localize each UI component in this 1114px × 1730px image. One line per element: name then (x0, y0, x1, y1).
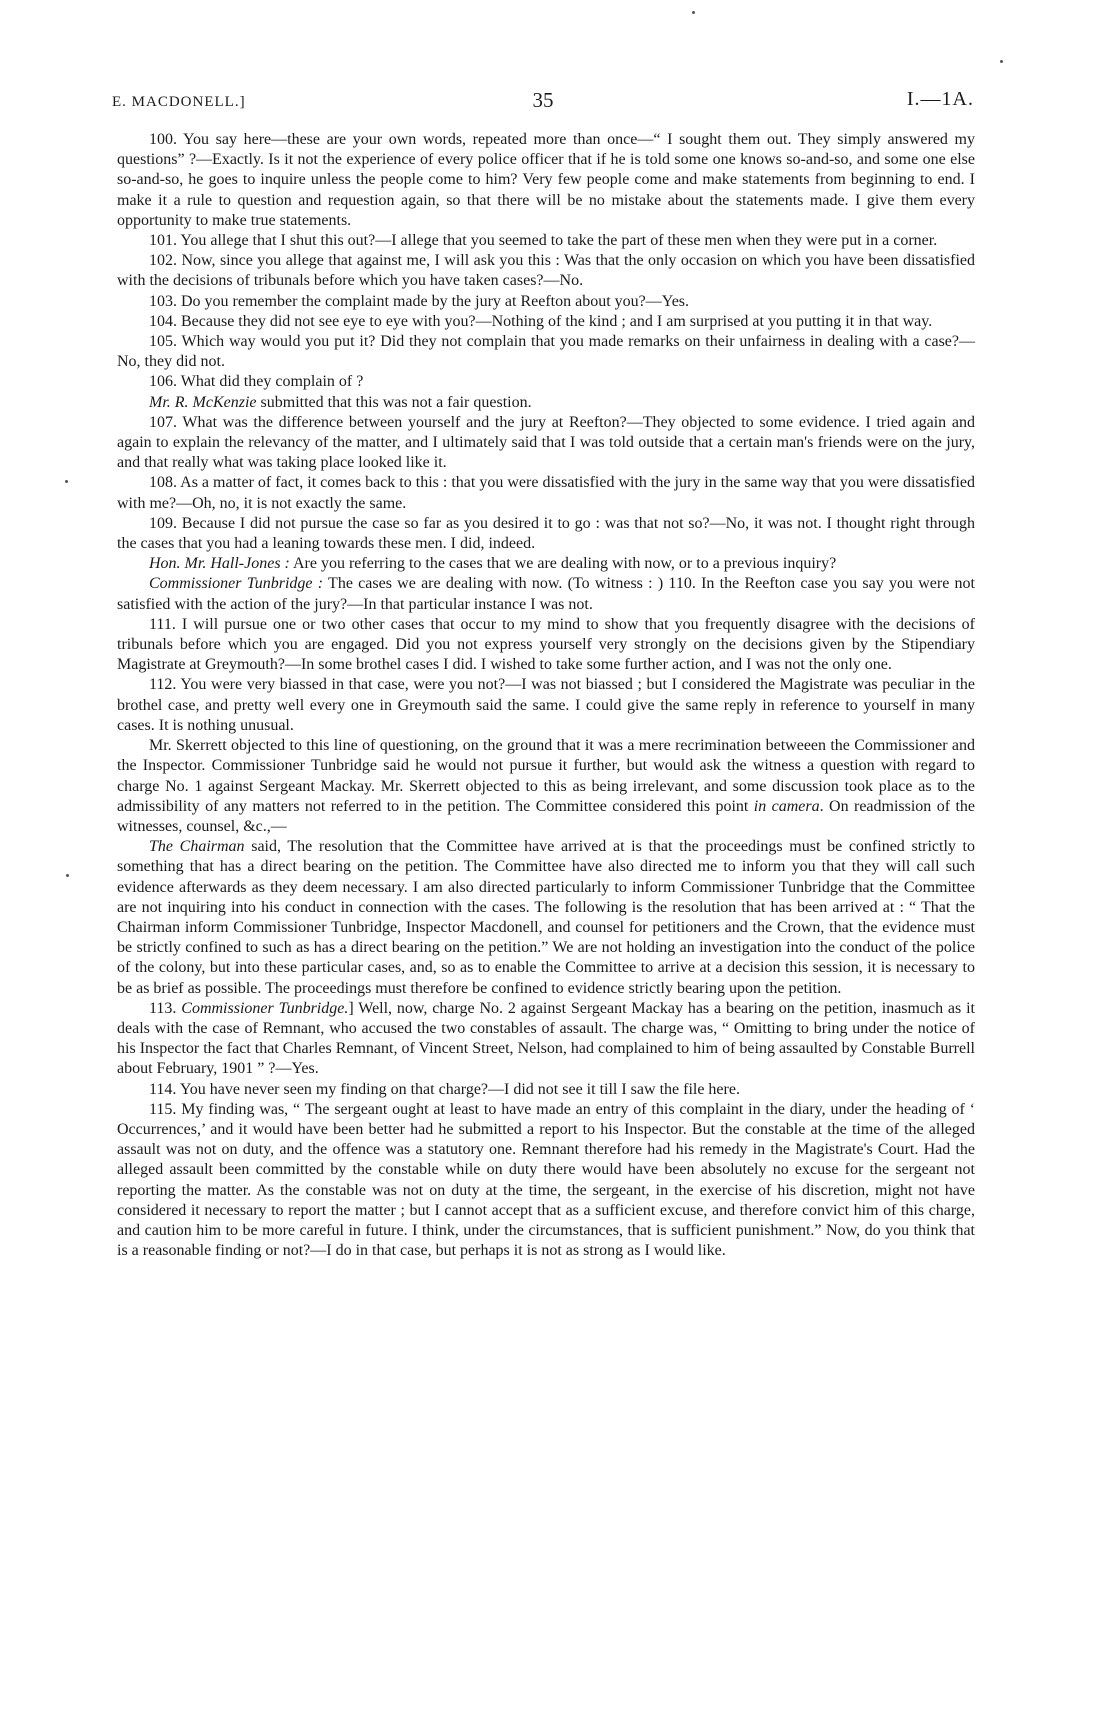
paragraph-text: said, The resolution that the Committee have arrived at is that the proceedings must be confined strictly to something that has a direct bearing on the petition. The Committee have also directed me to inform you that they will call such evidence afterwards as they deem necessary. I am also directed particularly to inform Commissioner Tunbridge that the Committee are not inquiring into his conduct in connection with the cases. The following is the resolution that has been arrived at : “ That the Chairman inform Commissioner Tunbridge, Inspector Macdonell, and counsel for petitioners and the Crown, that the evidence must be strictly confined to such as has a direct bearing on the petition.” We are not holding an investigation into the conduct of the police of the colony, but into these particular cases, and, so as to enable the Committee to arrive at a decision this session, it is necessary to be as brief as possible. The proceedings must therefore be confined to evidence strictly bearing upon the petition. (117, 838, 976, 997)
paragraph (117, 251, 975, 291)
paragraph (117, 312, 975, 332)
paragraph-text-end: . On readmission of the witnesses, counsel, &c.,— (117, 797, 976, 835)
paragraph-text: 106. What did they complain of ? (149, 373, 364, 391)
question-number: 113. (149, 999, 182, 1017)
paragraph-text: 108. As a matter of fact, it comes back to this : that you were dissatisfied with the jury in the same way that you were dissatisfied with me?—Oh, no, it is not exactly the same. (117, 474, 975, 512)
speaker-name: Commissioner Tunbridge. (181, 999, 349, 1017)
page-number: 35 (532, 88, 554, 112)
paragraph (117, 372, 975, 392)
paragraph-text: 115. My finding was, “ The sergeant ought at least to have made an entry of this complaint in the diary, under the heading of ‘ Occurrences,’ and it would have been better had he submitted a report to his Inspector. But the constable at the time of the alleged assault was not on duty, and the offence was a statutory one. Remnant therefore had his remedy in the Magistrate's Court. Had the alleged assault been committed by the constable while on duty there would have been absolutely no excuse for the sergeant not reporting the matter. As the constable was not on duty at the time, the sergeant, in the exercise of his discretion, might not have considered it necessary to report the matter ; but I cannot accept that as a sufficient excuse, and therefore convict him of this charge, and caution him to be more careful in future. I think, under the circumstances, that is sufficient punishment.” Now, do you think that is a reasonable finding or not?—I do in that case, but perhaps it is not as strong as I would like. (117, 1100, 975, 1260)
paragraph (117, 1080, 975, 1100)
paragraph (117, 413, 975, 474)
document-body (117, 130, 975, 1261)
speaker-name: Hon. Mr. Hall-Jones : (149, 555, 290, 573)
paragraph-text: Are you referring to the cases that we are dealing with now, or to a previous inquiry? (289, 555, 837, 573)
paragraph-text: Mr. Skerrett objected to this line of questioning, on the ground that it was a mere recrimination betweeen the Commissioner and the Inspector. Commissioner Tunbridge said he would not pursue it further, but would ask the witness a question with regard to charge No. 1 against Sergeant Mackay. Mr. Skerrett objected to this as being irrelevant, and some discussion took place as to the admissibility of any matters not referred to in the petition. The Committee considered this point (117, 737, 975, 815)
scan-speck (1000, 60, 1003, 63)
paragraph-text: 104. Because they did not see eye to eye with you?—Nothing of the kind ; and I am surprised at you putting it in that way. (149, 312, 933, 330)
paragraph-text: 114. You have never seen my finding on that charge?—I did not see it till I saw the file here. (149, 1080, 740, 1098)
paragraph (117, 554, 975, 574)
header-witness-name: E. MACDONELL.] (112, 94, 246, 110)
paragraph (117, 574, 975, 614)
scan-speck (65, 480, 68, 483)
paragraph-text: submitted that this was not a fair question. (256, 393, 532, 411)
speaker-name: Commissioner Tunbridge : (149, 575, 324, 593)
speaker-name: Mr. R. McKenzie (149, 393, 257, 411)
paragraph-text: 109. Because I did not pursue the case so far as you desired it to go : was that not so?—No, it was not. I thought right through the cases that you had a leaning towards these men. I did, indeed. (117, 514, 975, 553)
paragraph-text: 107. What was the difference between yourself and the jury at Reefton?—They objected to some evidence. I tried again and again to explain the relevancy of the matter, and I ultimately said that I was told outside that a certain man's friends were on the jury, and that really what was taking place looked like it. (117, 413, 975, 472)
paragraph-text: 101. You allege that I shut this out?—I allege that you seemed to take the part of these men when they were put in a corner. (149, 232, 938, 250)
paragraph-text: 112. You were very biassed in that case, were you not?—I was not biassed ; but I considered the Magistrate was peculiar in the brothel case, and pretty well every one in Greymouth said the same. I could give the same reply in reference to yourself in many cases. It is nothing unusual. (117, 676, 975, 734)
paragraph-text: 102. Now, since you allege that against me, I will ask you this : Was that the only occasion on which you have been dissatisfied with the decisions of tribunals before which you have taken cases?—No. (117, 252, 975, 290)
paragraph-text: 111. I will pursue one or two other cases that occur to my mind to show that you frequently disagree with the decisions of tribunals before which you are engaged. Did you not express yourself very strongly on the decisions given by the Stipendiary Magistrate at Greymouth?—In some brothel cases I did. I wished to take some further action, and I was not the only one. (117, 615, 975, 674)
paper-reference: I.—1A. (906, 88, 974, 110)
paragraph-text: 105. Which way would you put it? Did they not complain that you made remarks on their unfairness in dealing with a case?—No, they did not. (117, 333, 975, 371)
paragraph (117, 736, 975, 837)
paragraph-text: The cases we are dealing with now. (To witness : ) 110. In the Reefton case you say you were not satisfied with the action of the jury?—In that particular instance I was not. (117, 575, 975, 613)
italic-phrase: in camera (753, 797, 820, 815)
paragraph (117, 130, 975, 231)
paragraph (117, 837, 975, 999)
paragraph (117, 292, 975, 312)
scan-speck (692, 11, 695, 14)
paragraph (117, 332, 975, 372)
paragraph (117, 473, 975, 513)
paragraph (117, 231, 975, 251)
paragraph (117, 615, 975, 676)
paragraph-text: ] Well, now, charge No. 2 against Sergeant Mackay has a bearing on the petition, inasmuch as it deals with the case of Remnant, who accused the two constables of assault. The charge was, “ Omitting to bring under the notice of his Inspector the fact that Charles Remnant, of Vincent Street, Nelson, had complained to him of being assaulted by Constable Burrell about February, 1901 ” ?—Yes. (117, 999, 975, 1078)
page-header (112, 88, 974, 122)
paragraph (117, 1100, 975, 1262)
speaker-name: The Chairman (149, 838, 245, 856)
paragraph (117, 393, 975, 413)
scan-speck (66, 874, 69, 877)
paragraph (117, 999, 975, 1080)
paragraph (117, 675, 975, 736)
paragraph (117, 514, 975, 554)
paragraph-text: 100. You say here—these are your own words, repeated more than once—“ I sought them out. They simply answered my questions” ?—Exactly. Is it not the experience of every police officer that if he is told some one knows so-and-so, and some one else so-and-so, he goes to inquire unless the people come to him? Very few people come and make statements from beginning to end. I make it a rule to question and requestion again, so that there will be no mistake about the statements made. I give them every opportunity to make true statements. (117, 131, 975, 229)
paragraph-text: 103. Do you remember the complaint made by the jury at Reefton about you?—Yes. (149, 292, 690, 310)
